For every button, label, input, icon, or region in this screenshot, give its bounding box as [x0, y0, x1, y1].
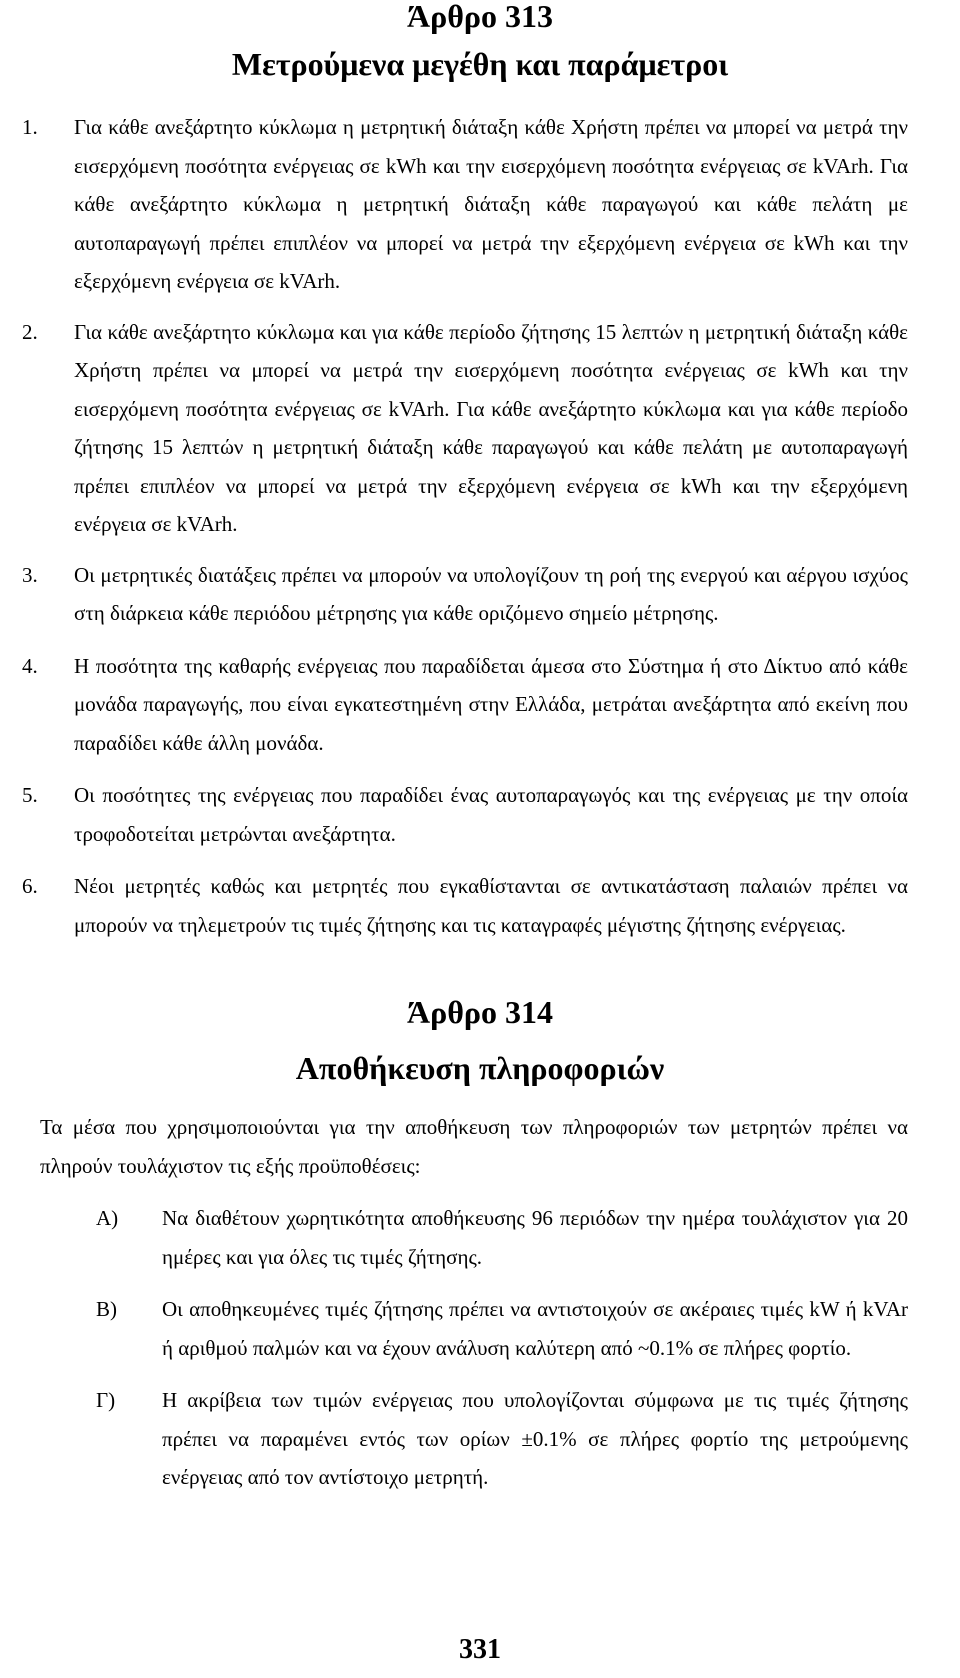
article-314-item-b [22, 1290, 908, 1367]
item-number: 3. [22, 562, 38, 587]
item-text: Να διαθέτουν χωρητικότητα αποθήκευσης 96 περιόδων την ημέρα τουλάχιστον για 20 ημέρες και για όλες τις τιμές ζήτησης. [162, 1206, 908, 1269]
item-number: 4. [22, 653, 38, 678]
article-313-title: Μετρούμενα μεγέθη και παράμετροι [231, 46, 729, 82]
item-text: Για κάθε ανεξάρτητο κύκλωμα και για κάθε περίοδο ζήτησης 15 λεπτών η μετρητική διάταξη κάθε Χρήστη πρέπει να μπορεί να μετρά την εισερχόμενη ποσότητα ενέργειας σε kWh και την εισερχόμενη ποσότητα ενέργειας σε kVArh. Για κάθε ανεξάρτητο κύκλωμα και για κάθε περίοδο ζήτησης 15 λεπτών η μετρητική διάταξη κάθε παραγωγού και κάθε πελάτη με αυτοπαραγωγή πρέπει επιπλέον να μπορεί να μετρά την εξερχόμενη ενέργεια σε kWh και την εξερχόμενη ενέργεια σε kVArh. [74, 319, 908, 536]
page-number: 331 [459, 1634, 501, 1665]
item-number: 1. [22, 115, 38, 139]
item-text: Για κάθε ανεξάρτητο κύκλωμα η μετρητική διάταξη κάθε Χρήστη πρέπει να μπορεί να μετρά την εισερχόμενη ποσότητα ενέργειας σε kWh και την εισερχόμενη ποσότητα ενέργειας σε kVArh. Για κάθε ανεξάρτητο κύκλωμα η μετρητική διάταξη κάθε παραγωγού και κάθε πελάτη με αυτοπαραγωγή πρέπει επιπλέον να μπορεί να μετρά την εξερχόμενη ενέργεια σε kWh και την εξερχόμενη ενέργεια σε kVArh. [74, 115, 908, 293]
article-313-item-5 [22, 776, 908, 853]
article-313-item-4 [22, 647, 908, 763]
item-number: 5. [22, 783, 38, 807]
item-text: Οι ποσότητες της ενέργειας που παραδίδει ένας αυτοπαραγωγός και της ενέργειας με την οποία τροφοδοτείται μετρώνται ανεξάρτητα. [74, 783, 908, 846]
item-number: 2. [22, 319, 38, 344]
item-text: Νέοι μετρητές καθώς και μετρητές που εγκαθίστανται σε αντικατάσταση παλαιών πρέπει να μπορούν να τηλεμετρούν τις τιμές ζήτησης και τις καταγραφές μέγιστης ζήτησης ενέργειας. [74, 874, 908, 937]
item-text: Οι αποθηκευμένες τιμές ζήτησης πρέπει να αντιστοιχούν σε ακέραιες τιμές kW ή kVAr ή αριθμού παλμών και να έχουν ανάλυση καλύτερη από ~0.1% σε πλήρες φορτίο. [162, 1297, 908, 1360]
item-text: Οι μετρητικές διατάξεις πρέπει να μπορούν να υπολογίζουν τη ροή της ενεργού και αέργου ισχύος στη διάρκεια κάθε περιόδου μέτρησης για κάθε οριζόμενο σημείο μέτρησης. [74, 562, 908, 625]
article-313-number: Άρθρο 313 [406, 0, 554, 34]
article-313-item-2 [22, 313, 908, 544]
article-314-title: Αποθήκευση πληροφοριών [295, 1050, 665, 1086]
item-label: Γ) [96, 1388, 116, 1412]
article-314-item-a [22, 1199, 908, 1276]
item-text: Η ποσότητα της καθαρής ενέργειας που παραδίδεται άμεσα στο Σύστημα ή στο Δίκτυο από κάθε μονάδα παραγωγής, που είναι εγκατεστημένη στην Ελλάδα, μετράται ανεξάρτητα από εκείνη που παραδίδει κάθε άλλη μονάδα. [74, 653, 908, 755]
article-314-number: Άρθρο 314 [406, 994, 554, 1030]
article-313-item-6 [22, 867, 908, 944]
article-314-item-c [22, 1381, 908, 1497]
article-313-item-1 [22, 108, 908, 301]
item-number: 6. [22, 874, 38, 898]
article-314 [22, 992, 908, 1497]
article-313 [22, 0, 908, 944]
item-text: Η ακρίβεια των τιμών ενέργειας που υπολογίζονται σύμφωνα με τις τιμές ζήτησης πρέπει να παραμένει εντός των ορίων ±0.1% σε πλήρες φορτίο της μετρούμενης ενέργειας από τον αντίστοιχο μετρητή. [162, 1388, 908, 1489]
item-label: Α) [96, 1206, 119, 1230]
article-314-intro: Τα μέσα που χρησιμοποιούνται για την αποθήκευση των πληροφοριών των μετρητών πρέπει να πληρούν τουλάχιστον τις εξής προϋποθέσεις: [40, 1115, 908, 1178]
item-label: Β) [96, 1297, 117, 1321]
article-313-item-3 [22, 556, 908, 633]
